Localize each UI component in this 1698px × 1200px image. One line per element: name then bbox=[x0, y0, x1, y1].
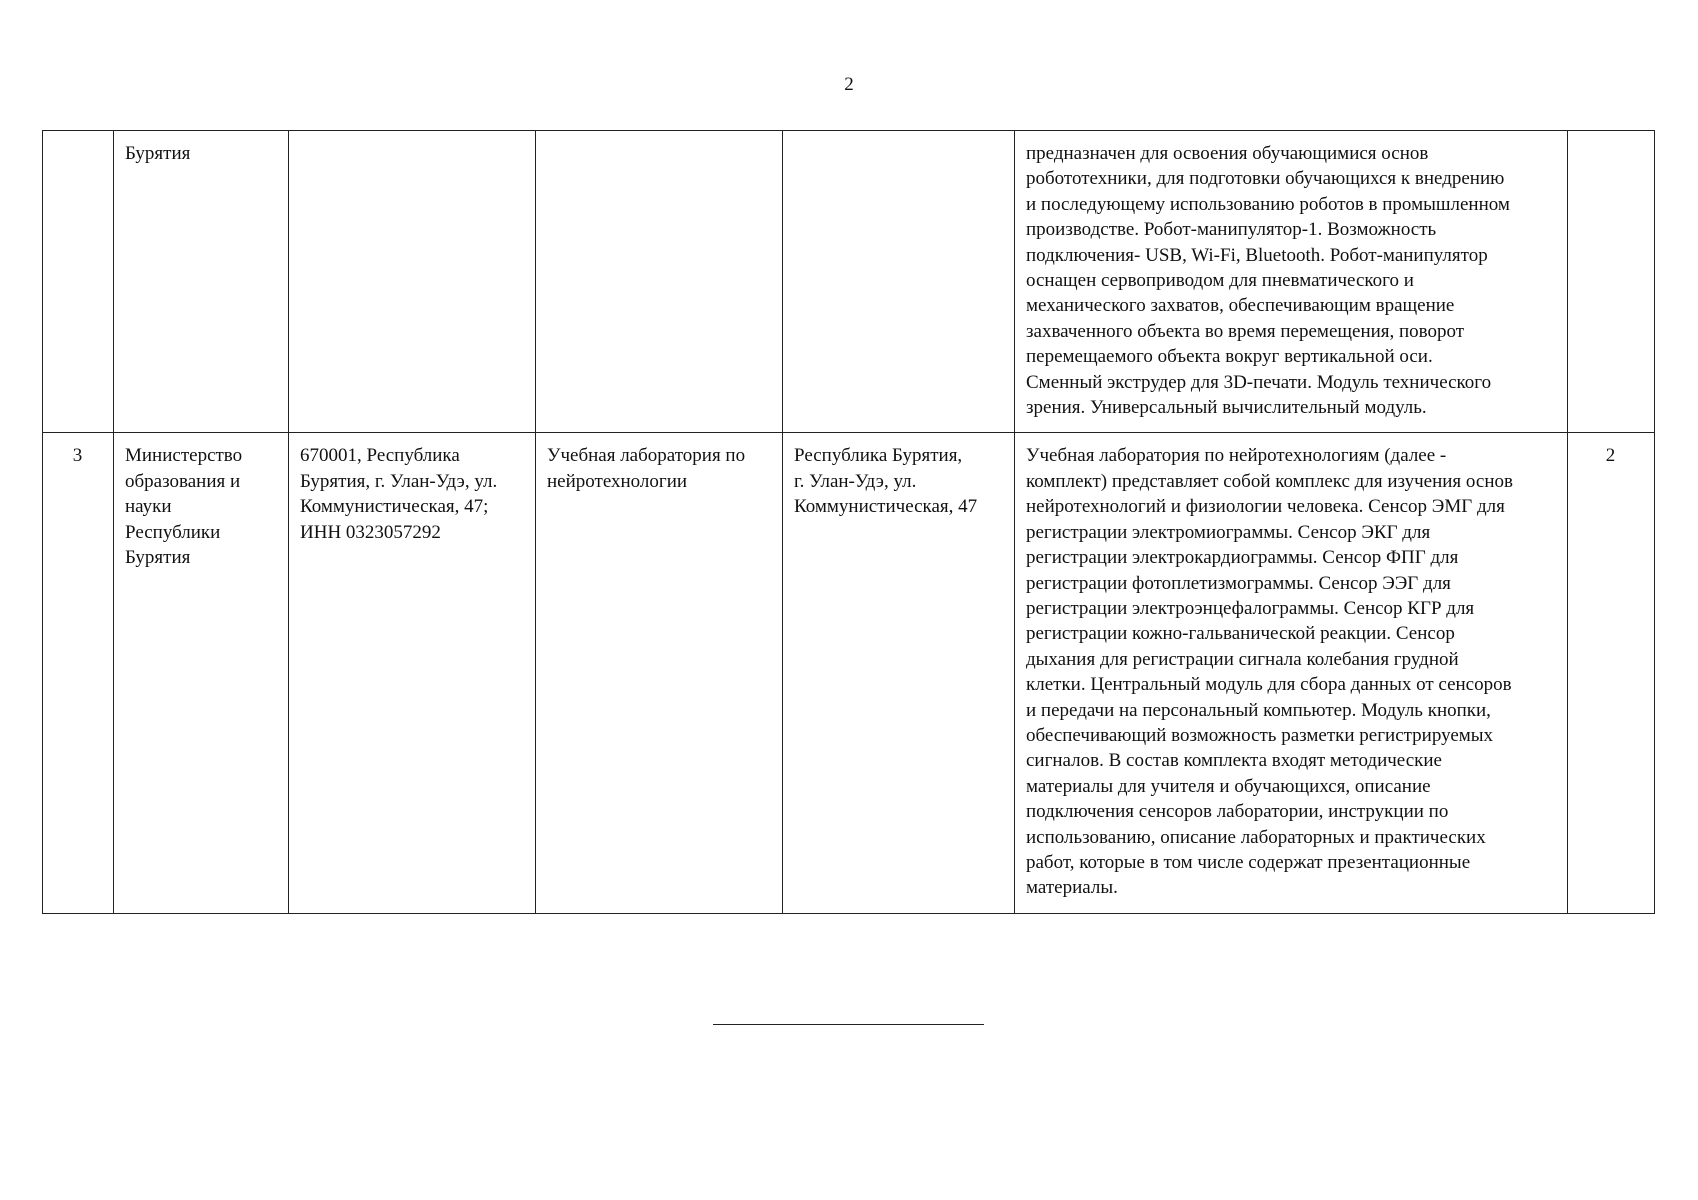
organization-cell bbox=[114, 131, 289, 433]
description-line: нейротехнологий и физиологии человека. Сенсор ЭМГ для bbox=[1026, 496, 1505, 518]
description-line: механического захватов, обеспечивающим вращение bbox=[1026, 295, 1455, 317]
table-row bbox=[43, 131, 1655, 433]
quantity-cell: 2 bbox=[1568, 433, 1655, 913]
organization-line: Республики bbox=[125, 521, 221, 543]
address-line: Коммунистическая, 47; bbox=[300, 496, 489, 518]
address-line: ИНН 0323057292 bbox=[300, 521, 441, 543]
description-line: работ, которые в том числе содержат презентационные bbox=[1026, 851, 1471, 873]
description-line: регистрации электрокардиограммы. Сенсор ФПГ для bbox=[1026, 547, 1459, 569]
organization-line: Министерство bbox=[125, 445, 243, 467]
description-cell bbox=[1015, 131, 1568, 433]
description-line: регистрации электромиограммы. Сенсор ЭКГ для bbox=[1026, 521, 1431, 543]
location-line: г. Улан-Удэ, ул. bbox=[794, 470, 917, 492]
description-line: регистрации кожно-гальванической реакции. Сенсор bbox=[1026, 623, 1455, 645]
description-line: перемещаемого объекта вокруг вертикальной оси. bbox=[1026, 346, 1433, 368]
address-line: 670001, Республика bbox=[300, 445, 460, 467]
description-line: обеспечивающий возможность разметки регистрируемых bbox=[1026, 724, 1494, 746]
location-cell bbox=[783, 131, 1015, 433]
description-line: предназначен для освоения обучающимися основ bbox=[1026, 143, 1429, 164]
location-line: Республика Бурятия, bbox=[794, 445, 963, 467]
description-line: регистрации фотоплетизмограммы. Сенсор ЭЭГ для bbox=[1026, 572, 1451, 594]
description-line: клетки. Центральный модуль для сбора данных от сенсоров bbox=[1026, 674, 1512, 696]
description-line: захваченного объекта во время перемещения, поворот bbox=[1026, 320, 1465, 342]
page-number: 2 bbox=[844, 74, 854, 95]
description-line: сигналов. В состав комплекта входят методические bbox=[1026, 750, 1442, 772]
address-cell bbox=[289, 433, 536, 913]
description-line: материалы. bbox=[1026, 877, 1118, 899]
equipment-name-line: Учебная лаборатория по bbox=[547, 445, 746, 467]
organization-line: Бурятия bbox=[125, 547, 191, 569]
description-line: Учебная лаборатория по нейротехнологиям (далее - bbox=[1026, 445, 1447, 467]
description-line: робототехники, для подготовки обучающихся к внедрению bbox=[1026, 168, 1505, 190]
equipment-name-cell bbox=[536, 433, 783, 913]
address-cell bbox=[289, 131, 536, 433]
description-line: оснащен сервоприводом для пневматического и bbox=[1026, 270, 1414, 292]
description-line: использованию, описание лабораторных и практических bbox=[1026, 826, 1486, 848]
description-line: и последующему использованию роботов в промышленном bbox=[1026, 193, 1510, 215]
address-line: Бурятия, г. Улан-Удэ, ул. bbox=[300, 470, 498, 492]
row-number-cell bbox=[43, 131, 114, 433]
description-line: и передачи на персональный компьютер. Модуль кнопки, bbox=[1026, 699, 1491, 721]
location-cell bbox=[783, 433, 1015, 913]
description-line: Сменный экструдер для 3D-печати. Модуль технического bbox=[1026, 371, 1492, 393]
equipment-name-line: нейротехнологии bbox=[547, 470, 688, 492]
description-line: комплект) представляет собой комплекс для изучения основ bbox=[1026, 470, 1513, 492]
organization-line: науки bbox=[125, 496, 172, 518]
description-line: зрения. Универсальный вычислительный модуль. bbox=[1026, 397, 1427, 419]
location-line: Коммунистическая, 47 bbox=[794, 496, 978, 518]
description-line: производстве. Робот-манипулятор-1. Возможность bbox=[1026, 219, 1437, 241]
description-line: дыхания для регистрации сигнала колебания грудной bbox=[1026, 648, 1459, 670]
organization-cell bbox=[114, 433, 289, 913]
table-row bbox=[43, 433, 1655, 913]
organization-line: Бурятия bbox=[125, 143, 191, 164]
quantity-cell bbox=[1568, 131, 1655, 433]
description-line: регистрации электроэнцефалограммы. Сенсор КГР для bbox=[1026, 597, 1475, 619]
description-line: подключения сенсоров лаборатории, инструкции по bbox=[1026, 801, 1449, 823]
description-line: подключения- USB, Wi-Fi, Bluetooth. Робот-манипулятор bbox=[1026, 244, 1488, 266]
footer-rule bbox=[713, 1024, 984, 1025]
equipment-name-cell bbox=[536, 131, 783, 433]
description-line: материалы для учителя и обучающихся, описание bbox=[1026, 775, 1431, 797]
row-number-cell: 3 bbox=[43, 433, 114, 913]
description-cell bbox=[1015, 433, 1568, 913]
equipment-table bbox=[42, 130, 1655, 914]
organization-line: образования и bbox=[125, 470, 241, 492]
